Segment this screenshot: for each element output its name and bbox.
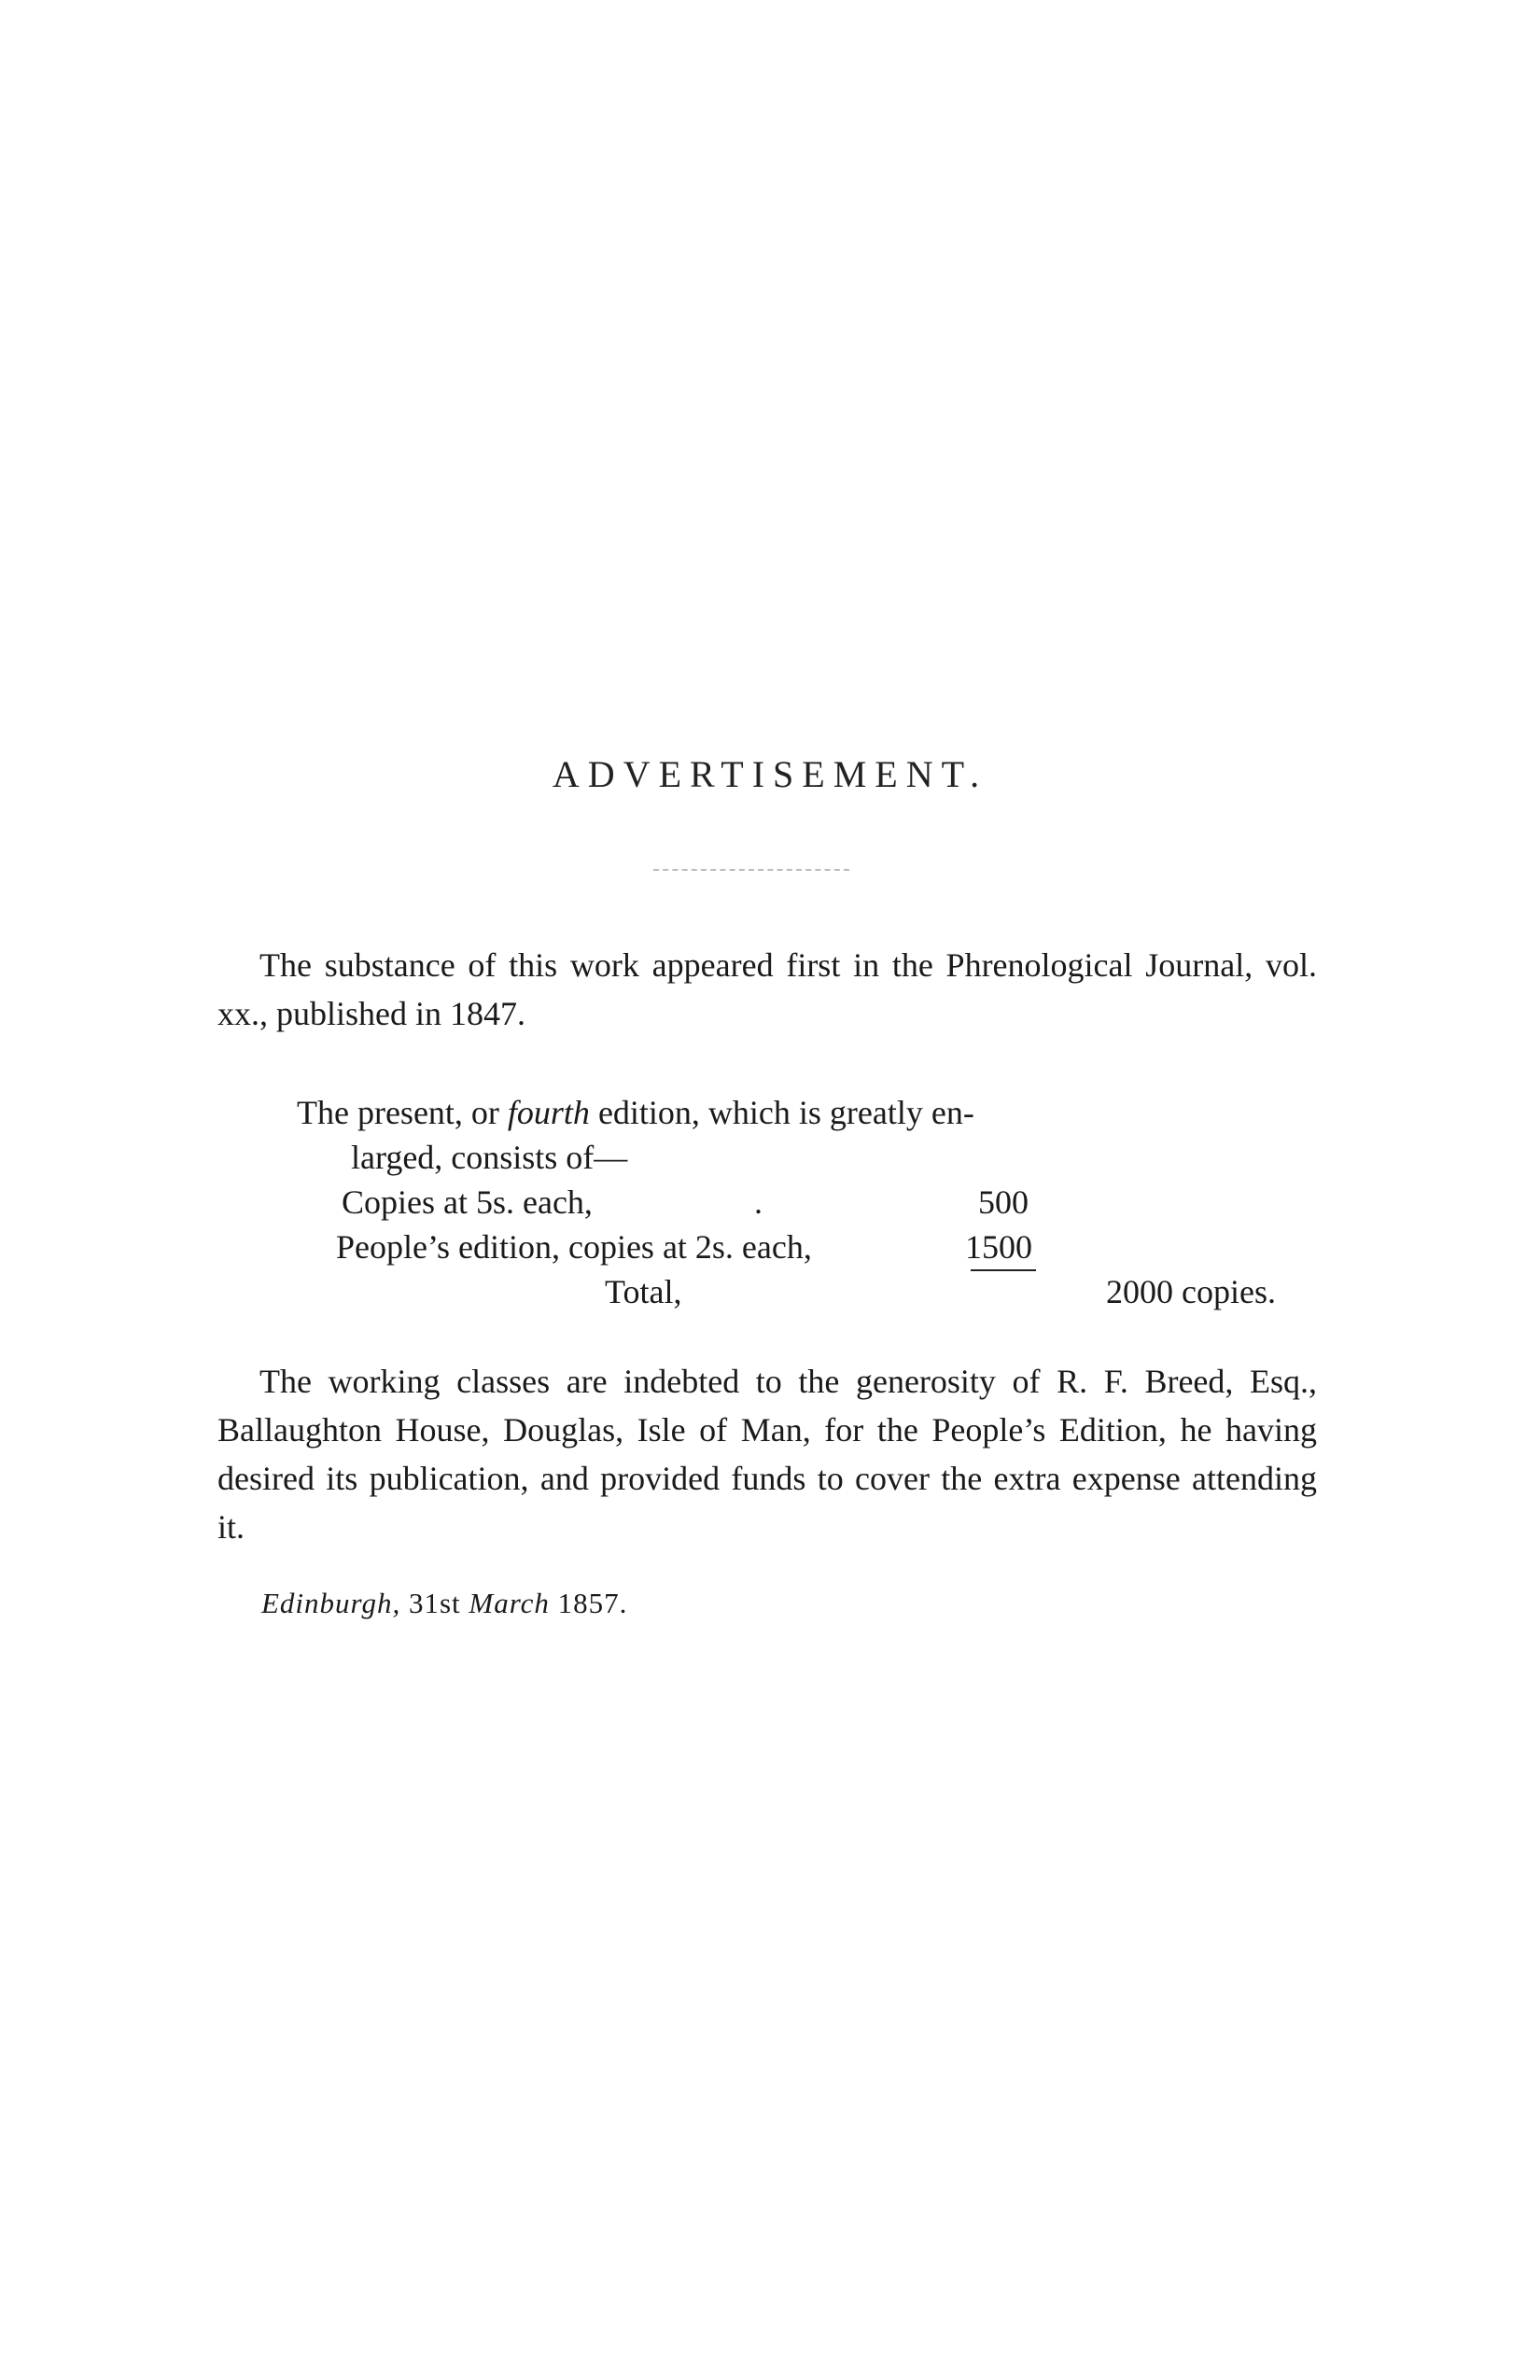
edition-intro-line2: larged, consists of— [351, 1139, 628, 1176]
edition-intro-emphasis: fourth [507, 1094, 590, 1131]
total-row [297, 1269, 1323, 1314]
acknowledgement-paragraph: The working classes are indebted to the generosity of R. F. Breed, Esq., Ballaughton House, Douglas, Isle of Man, for the People’s Edition, he having desired its publication, and provided funds to cover the extra expense attending it. [217, 1363, 1317, 1546]
intro-paragraph: The substance of this work appeared first in the Phrenological Journal, vol. xx., published in 1847. [217, 946, 1317, 1032]
page-title: ADVERTISEMENT. [552, 753, 988, 795]
total-value: 2000 copies. [1106, 1273, 1276, 1310]
edition-table [297, 1090, 1323, 1314]
row-leader-dot: . [754, 1183, 763, 1221]
row-number: 1500 [965, 1228, 1032, 1266]
signoff-year: 1857. [557, 1587, 628, 1619]
signoff-day: 31st [408, 1587, 461, 1619]
edition-intro [297, 1090, 1109, 1180]
total-label: Total, [605, 1273, 682, 1310]
signoff-place: Edinburgh, [261, 1587, 401, 1619]
title-divider [653, 869, 849, 871]
table-row [297, 1225, 1323, 1269]
signoff [261, 1587, 627, 1620]
edition-intro-before: The present, or [297, 1094, 499, 1131]
edition-intro-after: edition, which is greatly en- [597, 1094, 974, 1131]
row-number: 500 [978, 1183, 1029, 1221]
row-label: People’s edition, copies at 2s. each, [336, 1228, 812, 1266]
row-label: Copies at 5s. each, [342, 1183, 593, 1221]
table-row [297, 1180, 1323, 1225]
signoff-month: March [469, 1587, 550, 1619]
